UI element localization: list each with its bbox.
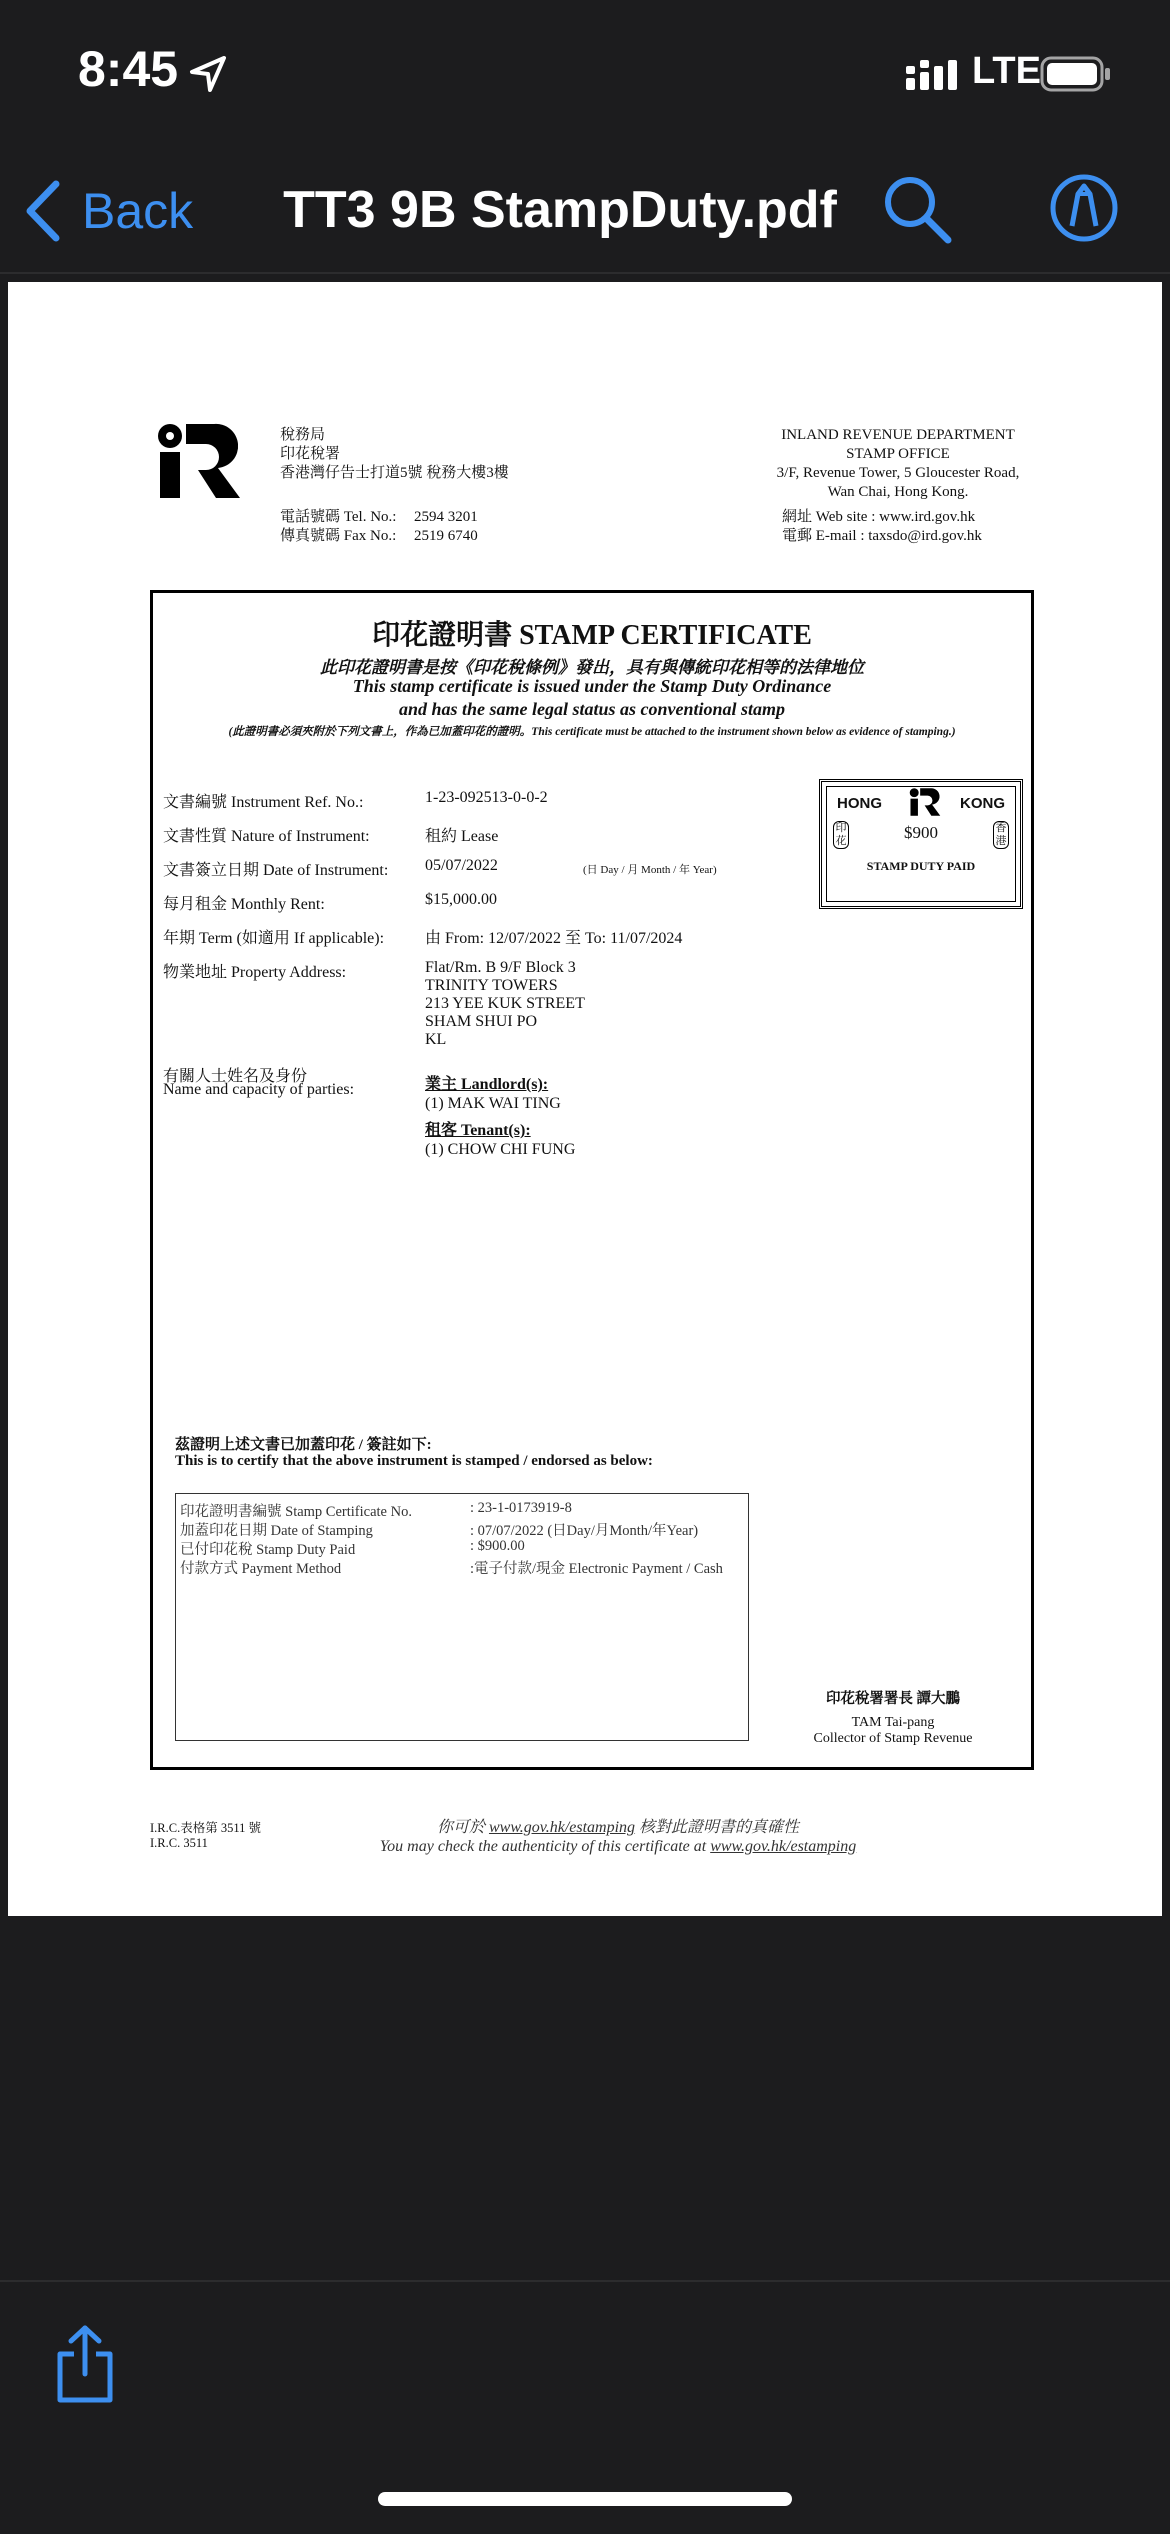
- certificate-box: [150, 590, 1034, 1770]
- date-format-hint: (日 Day / 月 Month / 年 Year): [583, 864, 717, 876]
- verify-line-en: [308, 1838, 928, 1856]
- duty-paid-label: 已付印花稅 Stamp Duty Paid: [180, 1542, 356, 1558]
- back-label: Back: [82, 183, 194, 239]
- form-number-cn: I.R.C.表格第 3511 號: [150, 1821, 261, 1835]
- certificate-title: 印花證明書 STAMP CERTIFICATE: [372, 620, 812, 651]
- fax-label: 傳真號碼 Fax No.:: [280, 528, 397, 544]
- stamp-left-tag: 印花: [833, 821, 849, 849]
- verify-text: 核對此證明書的真確性: [635, 1819, 800, 1836]
- chevron-left-icon: [24, 180, 62, 242]
- clock: 8:45: [78, 41, 179, 97]
- dept-name-en: INLAND REVENUE DEPARTMENT: [781, 427, 1015, 443]
- landlord-heading: 業主 Landlord(s):: [425, 1076, 549, 1093]
- fax-value: 2519 6740: [414, 528, 478, 544]
- stamp-right-tag: 香港: [993, 821, 1009, 849]
- cert-note: (此證明書必須夾附於下列文書上，作為已加蓋印花的證明。This certificate must be attached to the instrument shown below as evidence of stamping.): [228, 726, 956, 738]
- cert-subtitle-en-2: and has the same legal status as conventional stamp: [398, 699, 786, 719]
- endorse-heading-cn: 茲證明上述文書已加蓋印花 / 簽註如下:: [175, 1437, 432, 1453]
- dept-name-cn: 稅務局: [280, 427, 326, 443]
- status-bar: [0, 0, 1170, 150]
- monthly-rent-value: $15,000.00: [425, 891, 497, 908]
- stamp-caption: STAMP DUTY PAID: [866, 859, 976, 873]
- address-line: Flat/Rm. B 9/F Block 3: [425, 959, 576, 976]
- cert-subtitle-en-1: This stamp certificate is issued under the Stamp Duty Ordinance: [352, 676, 832, 696]
- term-label: 年期 Term (如適用 If applicable):: [163, 930, 385, 947]
- collector-name-en: TAM Tai-pang: [851, 1715, 935, 1730]
- ird-stamp-logo: [909, 787, 941, 817]
- address-line: 213 YEE KUK STREET: [425, 995, 585, 1012]
- back-button[interactable]: [24, 178, 193, 244]
- term-value: 由 From: 12/07/2022 至 To: 11/07/2024: [425, 930, 683, 947]
- address-line: KL: [425, 1031, 447, 1048]
- stamp-duty-paid-stamp: [819, 779, 1023, 909]
- address-en-2: Wan Chai, Hong Kong.: [827, 484, 969, 500]
- stamp-cert-no-value: : 23-1-0173919-8: [470, 1500, 572, 1516]
- location-arrow-icon: [188, 54, 228, 94]
- markup-pen-icon[interactable]: [1048, 172, 1120, 244]
- tel-value: 2594 3201: [414, 509, 478, 525]
- duty-paid-value: : $900.00: [470, 1538, 525, 1554]
- office-name-cn: 印花稅署: [280, 446, 341, 462]
- verify-line-cn: [308, 1814, 928, 1837]
- payment-method-label: 付款方式 Payment Method: [180, 1561, 342, 1577]
- tel-label: 電話號碼 Tel. No.:: [280, 509, 397, 525]
- parties-label-cn: 有關人士姓名及身份: [163, 1068, 308, 1085]
- network-type: LTE: [972, 50, 1041, 92]
- address-line: TRINITY TOWERS: [425, 977, 558, 994]
- website: 網址 Web site : www.ird.gov.hk: [782, 509, 976, 525]
- document-title: TT3 9B StampDuty.pdf: [283, 181, 837, 239]
- parties-label-en: Name and capacity of parties:: [163, 1081, 355, 1098]
- estamping-link[interactable]: www.gov.hk/estamping: [488, 1819, 636, 1836]
- email: 電郵 E-mail : taxsdo@ird.gov.hk: [782, 528, 982, 544]
- stamp-kong: KONG: [960, 795, 1005, 812]
- address-en-1: 3/F, Revenue Tower, 5 Gloucester Road,: [776, 465, 1020, 481]
- nature-label: 文書性質 Nature of Instrument:: [163, 828, 370, 845]
- ird-logo: [156, 422, 242, 500]
- tenant-value: (1) CHOW CHI FUNG: [425, 1141, 576, 1158]
- endorsement-box: [175, 1493, 749, 1741]
- pdf-page: [8, 282, 1162, 1916]
- battery-icon: [1040, 56, 1112, 92]
- verify-text: 你可於: [436, 1819, 489, 1836]
- cert-subtitle-cn: 此印花證明書是按《印花稅條例》發出，具有與傳統印花相等的法律地位: [320, 658, 864, 677]
- instrument-date-value: 05/07/2022: [425, 857, 498, 874]
- verify-text: You may check the authenticity of this certificate at: [379, 1838, 711, 1855]
- tenant-heading: 租客 Tenant(s):: [425, 1122, 531, 1139]
- instrument-ref-value: 1-23-092513-0-0-2: [425, 789, 548, 806]
- stamp-cert-no-label: 印花證明書編號 Stamp Certificate No.: [180, 1504, 412, 1520]
- address-cn: 香港灣仔告士打道5號 稅務大樓3樓: [280, 465, 509, 481]
- collector-title-cn: 印花稅署署長 譚大鵬: [825, 1691, 961, 1707]
- office-name-en: STAMP OFFICE: [846, 446, 950, 462]
- property-address-label: 物業地址 Property Address:: [163, 964, 347, 981]
- form-number-en: I.R.C. 3511: [150, 1836, 208, 1850]
- estamping-link[interactable]: www.gov.hk/estamping: [710, 1838, 857, 1855]
- monthly-rent-label: 每月租金 Monthly Rent:: [163, 896, 325, 913]
- address-line: SHAM SHUI PO: [425, 1013, 538, 1030]
- instrument-date-label: 文書簽立日期 Date of Instrument:: [163, 862, 389, 879]
- instrument-ref-label: 文書編號 Instrument Ref. No.:: [163, 794, 364, 811]
- bottom-toolbar: [0, 2280, 1170, 2534]
- stamp-amount: $900: [904, 823, 938, 842]
- landlord-value: (1) MAK WAI TING: [425, 1095, 561, 1112]
- navigation-bar: [0, 150, 1170, 274]
- cellular-signal-icon: [906, 58, 962, 92]
- payment-method-value: :電子付款/現金 Electronic Payment / Cash: [470, 1561, 723, 1577]
- share-icon[interactable]: [54, 2324, 116, 2404]
- search-icon[interactable]: [880, 172, 956, 248]
- collector-title-en: Collector of Stamp Revenue: [813, 1731, 973, 1746]
- stamping-date-label: 加蓋印花日期 Date of Stamping: [180, 1523, 373, 1539]
- home-indicator[interactable]: [378, 2492, 792, 2506]
- stamp-hong: HONG: [837, 795, 882, 812]
- nature-value: 租約 Lease: [425, 828, 499, 845]
- stamping-date-value: : 07/07/2022 (日Day/月Month/年Year): [470, 1523, 699, 1539]
- endorse-heading-en: This is to certify that the above instrument is stamped / endorsed as below:: [175, 1453, 653, 1469]
